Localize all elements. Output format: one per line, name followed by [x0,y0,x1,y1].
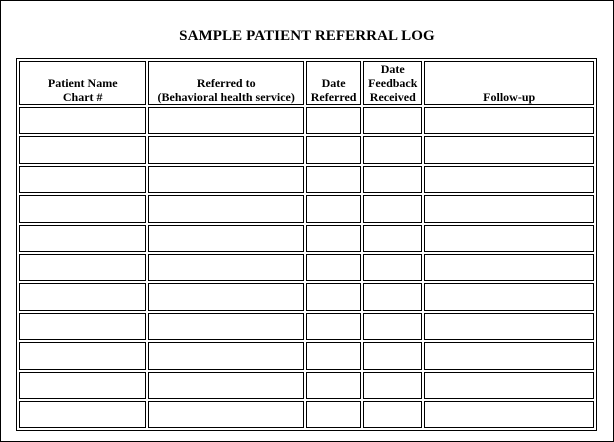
date-referred-cell[interactable] [306,372,361,399]
date-referred-cell[interactable] [306,136,361,163]
patient-name-cell[interactable] [19,342,146,369]
follow-up-cell[interactable] [424,195,594,222]
patient-name-cell[interactable] [19,107,146,134]
patient-name-cell[interactable] [19,225,146,252]
patient-name-cell[interactable] [19,372,146,399]
header-line: Date [380,62,405,76]
header-line: Follow-up [483,90,536,104]
referred-to-cell[interactable] [148,136,304,163]
table-row [19,195,594,222]
follow-up-cell[interactable] [424,225,594,252]
date-referred-cell[interactable] [306,166,361,193]
date-feedback-cell[interactable] [363,313,422,340]
page-title: SAMPLE PATIENT REFERRAL LOG [179,28,435,44]
patient-name-cell[interactable] [19,254,146,281]
date-feedback-cell[interactable] [363,283,422,310]
referred-to-cell[interactable] [148,313,304,340]
header-line: Referred [310,90,357,104]
date-feedback-cell[interactable] [363,195,422,222]
date-referred-cell[interactable] [306,401,361,428]
header-line: (Behavioral health service) [157,90,295,104]
referred-to-cell[interactable] [148,372,304,399]
header-line: Referred to [196,76,256,90]
follow-up-cell[interactable] [424,107,594,134]
date-feedback-cell[interactable] [363,107,422,134]
patient-name-cell[interactable] [19,195,146,222]
date-referred-cell[interactable] [306,313,361,340]
patient-name-cell[interactable] [19,283,146,310]
table-row [19,166,594,193]
patient-name-cell[interactable] [19,313,146,340]
table-row [19,342,594,369]
col-header-follow-up [424,61,594,105]
date-referred-cell[interactable] [306,107,361,134]
header-row [19,61,594,105]
table-row [19,283,594,310]
patient-name-cell[interactable] [19,401,146,428]
referred-to-cell[interactable] [148,107,304,134]
col-header-date-feedback-received [363,61,422,105]
table-row [19,225,594,252]
follow-up-cell[interactable] [424,313,594,340]
date-referred-cell[interactable] [306,283,361,310]
follow-up-cell[interactable] [424,342,594,369]
follow-up-cell[interactable] [424,401,594,428]
header-line: Feedback [368,76,418,90]
date-referred-cell[interactable] [306,195,361,222]
follow-up-cell[interactable] [424,254,594,281]
table-row [19,313,594,340]
table-row [19,372,594,399]
header-line: Date [321,76,346,90]
follow-up-cell[interactable] [424,166,594,193]
col-header-date-referred [306,61,361,105]
follow-up-cell[interactable] [424,372,594,399]
date-feedback-cell[interactable] [363,342,422,369]
col-header-referred-to [148,61,304,105]
referral-log-table [16,58,597,431]
follow-up-cell[interactable] [424,136,594,163]
col-header-patient-name [19,61,146,105]
log-body [19,107,594,428]
date-feedback-cell[interactable] [363,401,422,428]
date-referred-cell[interactable] [306,225,361,252]
table-row [19,107,594,134]
date-feedback-cell[interactable] [363,372,422,399]
date-referred-cell[interactable] [306,254,361,281]
referred-to-cell[interactable] [148,283,304,310]
date-feedback-cell[interactable] [363,225,422,252]
referred-to-cell[interactable] [148,195,304,222]
follow-up-cell[interactable] [424,283,594,310]
referred-to-cell[interactable] [148,401,304,428]
patient-name-cell[interactable] [19,136,146,163]
header-line: Received [369,90,416,104]
date-feedback-cell[interactable] [363,166,422,193]
table-row [19,136,594,163]
table-row [19,254,594,281]
referred-to-cell[interactable] [148,166,304,193]
date-referred-cell[interactable] [306,342,361,369]
referred-to-cell[interactable] [148,225,304,252]
referred-to-cell[interactable] [148,342,304,369]
referred-to-cell[interactable] [148,254,304,281]
date-feedback-cell[interactable] [363,136,422,163]
header-line: Chart # [62,90,103,104]
patient-name-cell[interactable] [19,166,146,193]
header-line: Patient Name [47,76,118,90]
table-row [19,401,594,428]
date-feedback-cell[interactable] [363,254,422,281]
